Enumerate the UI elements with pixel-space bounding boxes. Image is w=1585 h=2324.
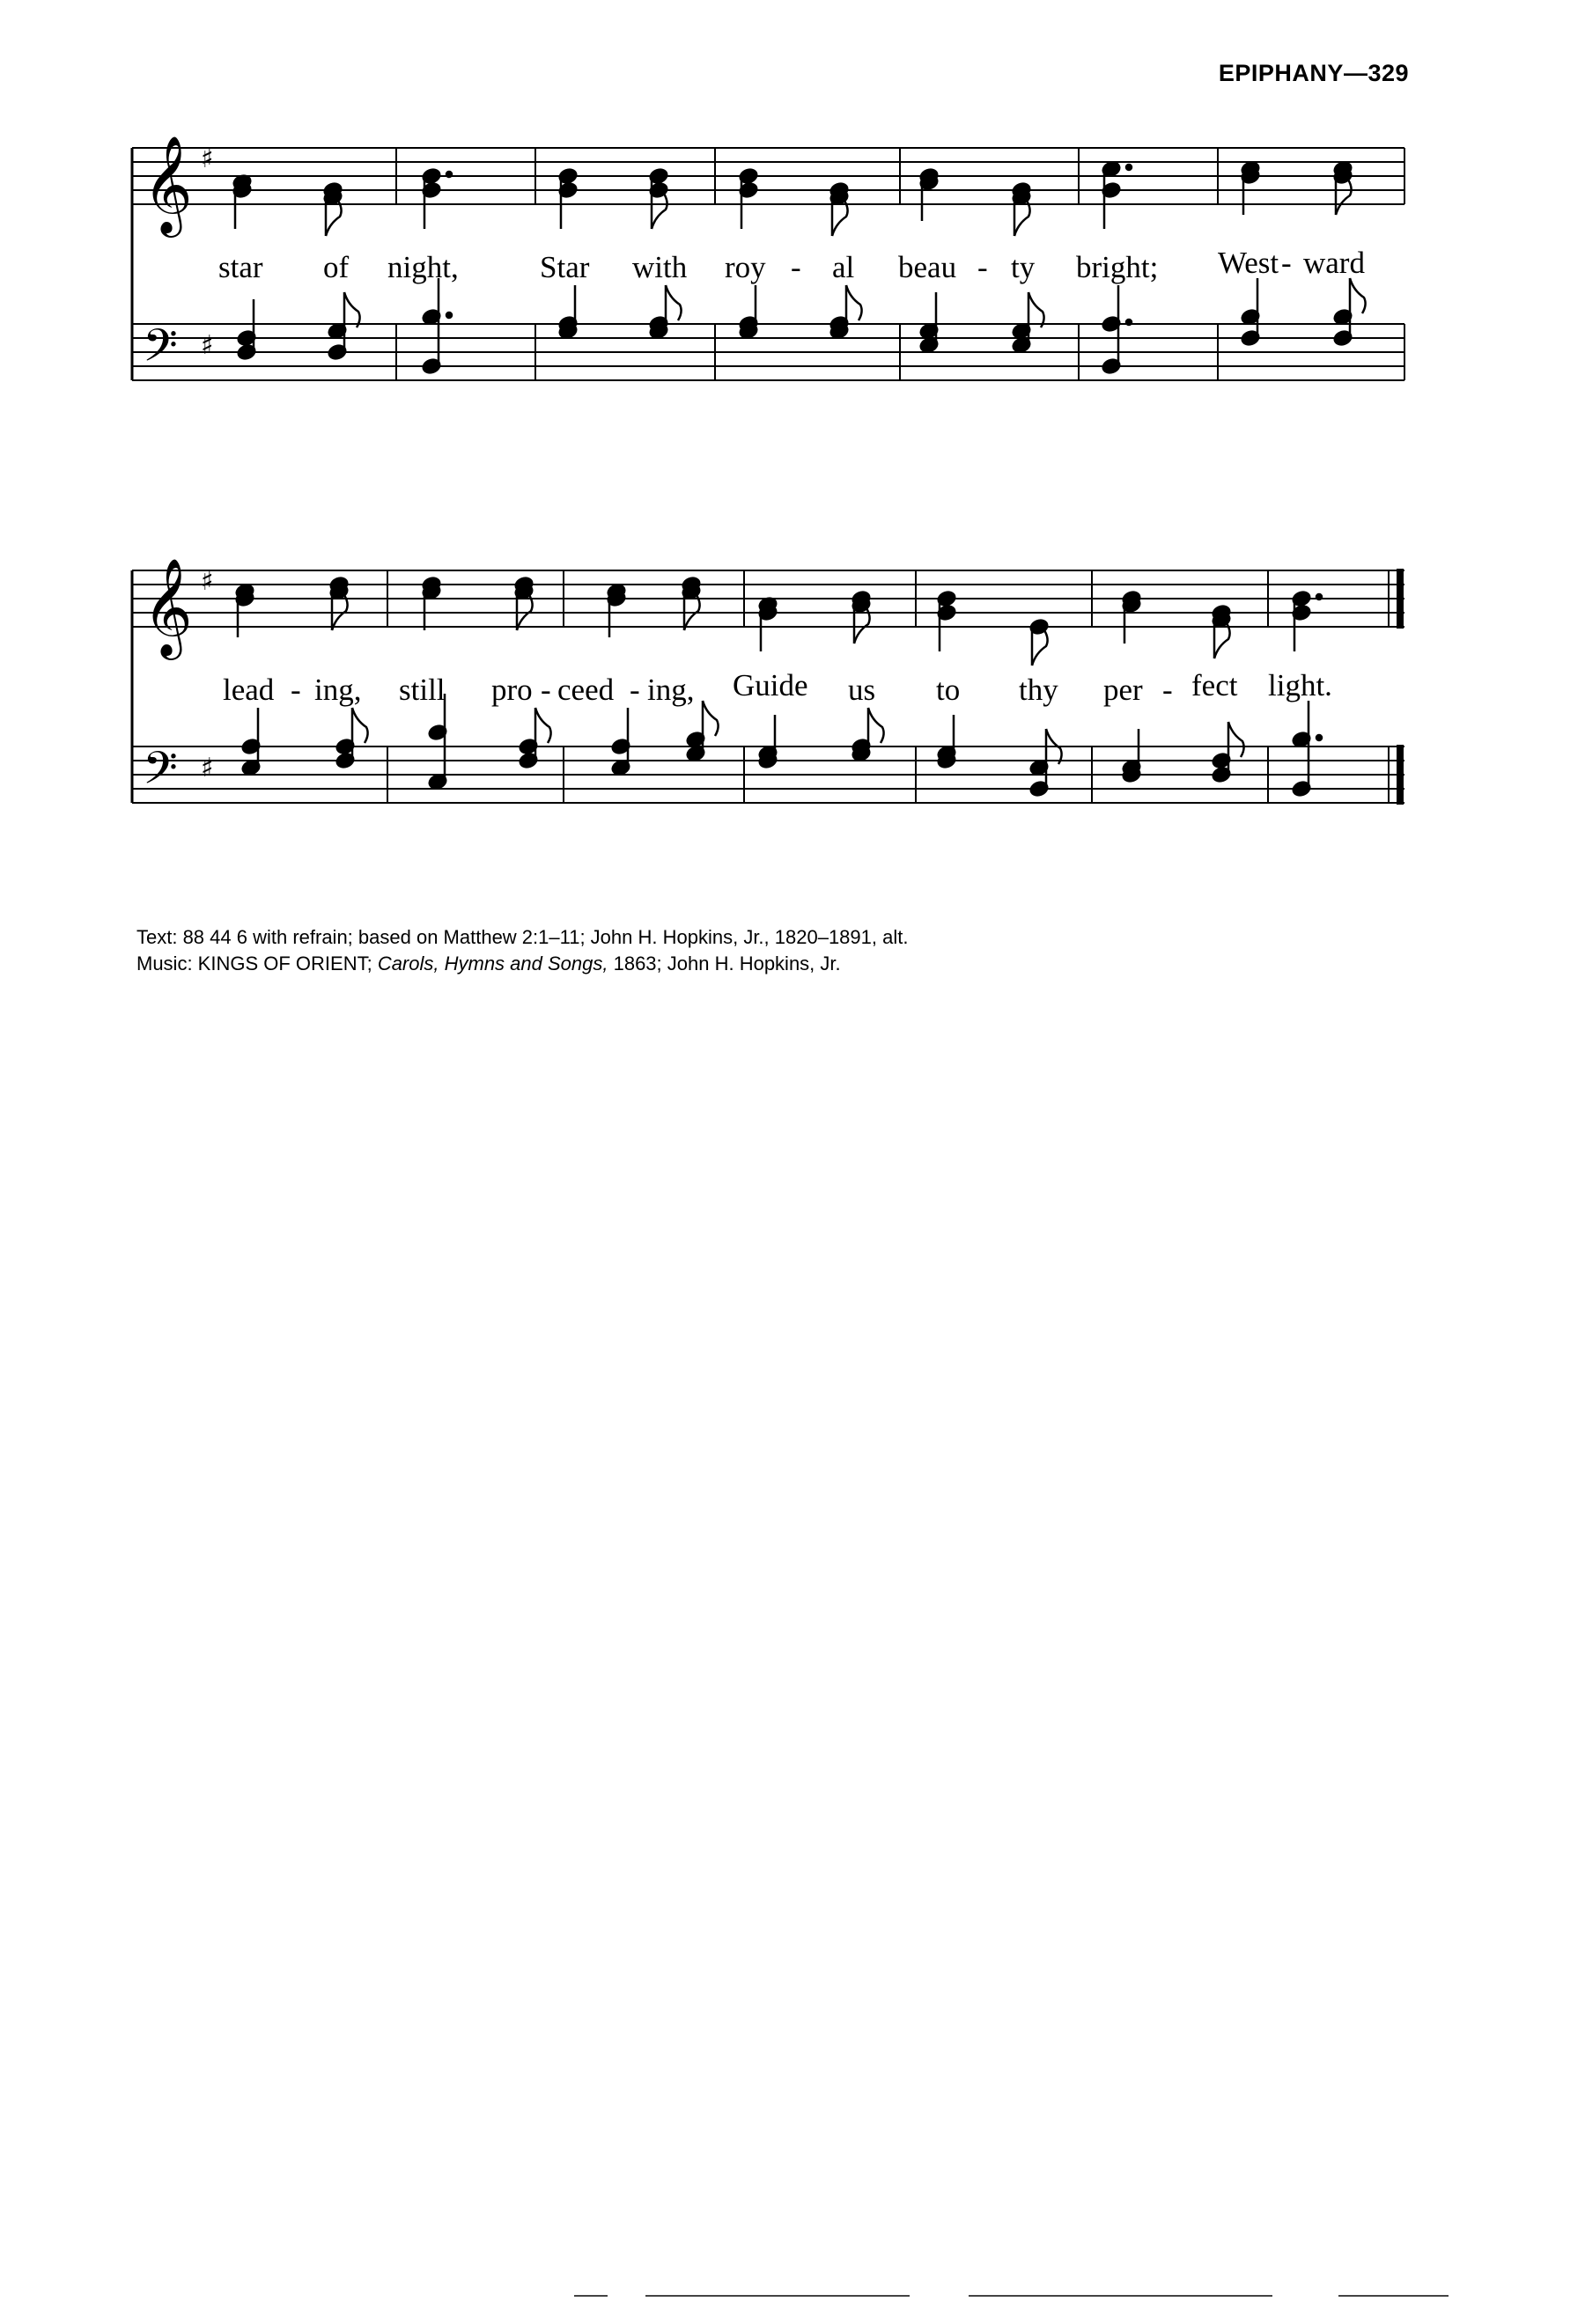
music-credit-prefix: Music: KINGS OF ORIENT;	[136, 952, 378, 974]
lyric-syllable: us	[848, 673, 876, 707]
key-signature-sharp-icon: ♯	[201, 143, 214, 174]
note-flag	[1336, 180, 1352, 215]
note-flag	[868, 708, 884, 743]
note-flag	[1014, 201, 1030, 236]
treble-notes	[232, 160, 1353, 236]
lyric-syllable: roy	[725, 250, 766, 284]
lyric-hyphen: -	[791, 250, 801, 284]
note-flag	[832, 201, 848, 236]
note-flag	[344, 292, 360, 327]
key-signature-sharp-icon: ♯	[201, 566, 214, 597]
footer-rule	[1338, 2295, 1449, 2297]
lyric-syllable: Guide	[733, 668, 808, 702]
note-flag	[703, 701, 719, 736]
page-label: EPIPHANY—329	[1218, 60, 1409, 86]
lyric-hyphen: -	[630, 673, 640, 707]
note-flag	[652, 194, 667, 229]
music-system-1	[0, 132, 1585, 431]
lyric-hyphen: -	[1162, 673, 1173, 707]
note-flag	[1214, 623, 1230, 658]
lyric-syllable: night,	[387, 250, 459, 284]
lyric-syllable: bright;	[1076, 250, 1159, 284]
lyrics-line	[218, 246, 1365, 284]
lyrics-line	[223, 668, 1332, 707]
note-flag	[1228, 722, 1244, 757]
bass-staff	[132, 324, 1404, 380]
bass-clef-icon: 𝄢	[143, 741, 178, 805]
note-dot	[1126, 165, 1132, 170]
lyric-hyphen: -	[977, 250, 988, 284]
music-source-title: Carols, Hymns and Songs,	[377, 952, 608, 974]
music-credit	[136, 951, 908, 977]
lyric-syllable: thy	[1019, 673, 1058, 707]
note-flag	[846, 285, 862, 320]
final-barline	[1389, 569, 1404, 805]
music-credit-suffix: 1863; John H. Hopkins, Jr.	[608, 952, 841, 974]
lyric-syllable: pro	[491, 673, 533, 707]
note-flag	[1032, 630, 1048, 666]
note-dot	[446, 172, 452, 177]
treble-staff	[132, 148, 1404, 204]
lyric-syllable: to	[936, 673, 961, 707]
lyric-syllable: lead	[223, 673, 275, 707]
lyric-syllable: ward	[1303, 246, 1365, 280]
lyric-syllable: ty	[1011, 250, 1036, 284]
lyric-syllable: ceed	[557, 673, 615, 707]
bass-clef-icon: 𝄢	[143, 319, 178, 383]
treble-clef-icon: 𝄞	[143, 135, 193, 233]
lyric-hyphen: -	[1281, 246, 1292, 280]
note-flag	[666, 285, 682, 320]
lyric-syllable: fect	[1191, 668, 1238, 702]
footer-rule	[969, 2295, 1272, 2297]
lyric-syllable: of	[323, 250, 350, 284]
bass-notes	[241, 694, 1322, 798]
lyric-syllable: al	[832, 250, 855, 284]
note-flag	[352, 708, 368, 743]
lyric-syllable: with	[632, 250, 688, 284]
text-credit: Text: 88 44 6 with refrain; based on Matthew 2:1–11; John H. Hopkins, Jr., 1820–1891, alt.	[136, 926, 909, 948]
note-flag	[1028, 292, 1044, 327]
lyric-syllable: light.	[1268, 668, 1332, 702]
note-dot	[446, 313, 452, 318]
lyric-hyphen: -	[291, 673, 301, 707]
lyric-syllable: ing,	[647, 673, 695, 707]
note-flag	[1350, 278, 1366, 313]
note-flag	[535, 708, 551, 743]
note-dot	[1316, 735, 1322, 740]
lyric-syllable: still	[399, 673, 446, 707]
lyric-syllable: star	[218, 250, 263, 284]
bass-notes	[237, 278, 1366, 375]
note-flag	[326, 201, 342, 236]
lyric-syllable: per	[1103, 673, 1143, 707]
lyric-hyphen: -	[541, 673, 551, 707]
key-signature-sharp-icon: ♯	[201, 330, 214, 361]
lyric-syllable: Star	[540, 250, 590, 284]
lyric-syllable: ing,	[314, 673, 362, 707]
music-system-2	[0, 555, 1585, 854]
treble-notes	[235, 576, 1322, 666]
key-signature-sharp-icon: ♯	[201, 753, 214, 783]
footer-rule	[574, 2295, 608, 2297]
footer-rule	[645, 2295, 910, 2297]
lyric-syllable: West	[1218, 246, 1279, 280]
lyric-syllable: beau	[898, 250, 957, 284]
note-dot	[1316, 594, 1322, 599]
hymn-credits	[136, 924, 908, 977]
treble-clef-icon: 𝄞	[143, 557, 193, 656]
note-dot	[1126, 320, 1132, 325]
